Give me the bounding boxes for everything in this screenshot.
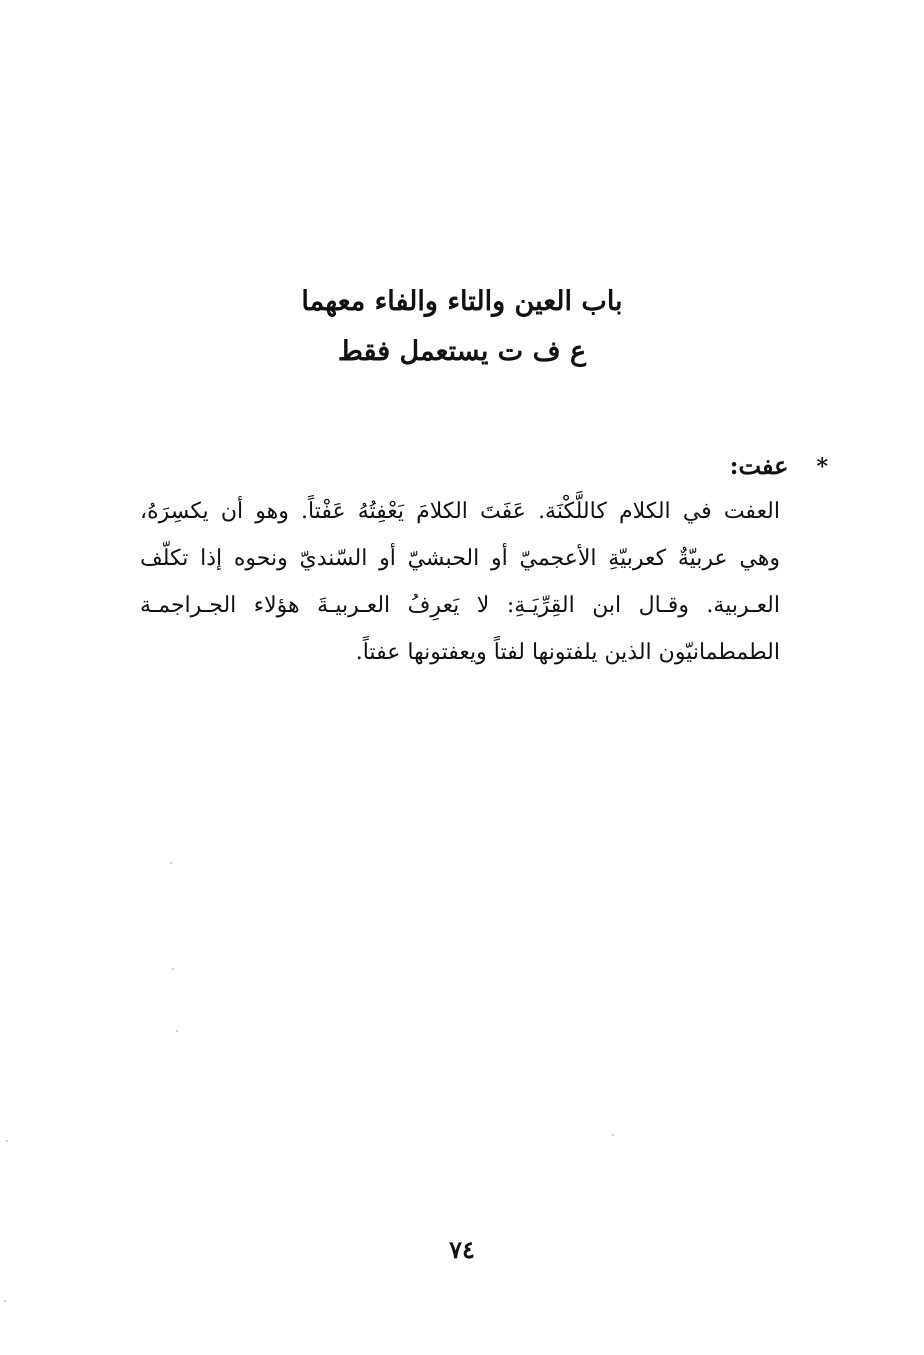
chapter-subtitle: ع ف ت يستعمل فقط — [337, 336, 587, 367]
asterisk-marker-icon: * — [816, 454, 828, 480]
scan-speck — [176, 1030, 178, 1032]
scan-speck — [4, 1300, 6, 1302]
entry-heading — [730, 448, 828, 485]
entry-line: العفت في الكلام كاللَّكْنَة. عَفَتَ الكلامَ يَعْفِتُهُ عَفْتاً. وهو أن يكسِرَهُ، — [140, 499, 780, 524]
chapter-title: باب العين والتاء والفاء معهما — [301, 286, 623, 317]
entry-line: وهي عربيّةٌ كعربيّةِ الأعجميّ أو الحبشيّ أو السّنديّ ونحوه إذا تكلّف — [140, 546, 780, 571]
scan-speck — [612, 1134, 614, 1136]
entry-headword: عفت: — [729, 451, 789, 480]
scan-speck — [170, 862, 172, 864]
entry-body — [140, 488, 780, 676]
entry-line: العـربية. وقـال ابن القِرِّيَـةِ: لا يَعرِفُ العـربيـةَ هؤلاء الجـراجمـة — [140, 593, 780, 618]
scan-speck — [6, 1140, 8, 1142]
page-number: ٧٤ — [449, 1235, 475, 1264]
entry-line: الطمطمانيّون الذين يلفتونها لفتاً ويعفتونها عفتاً. — [355, 640, 780, 665]
scan-speck — [172, 968, 174, 970]
